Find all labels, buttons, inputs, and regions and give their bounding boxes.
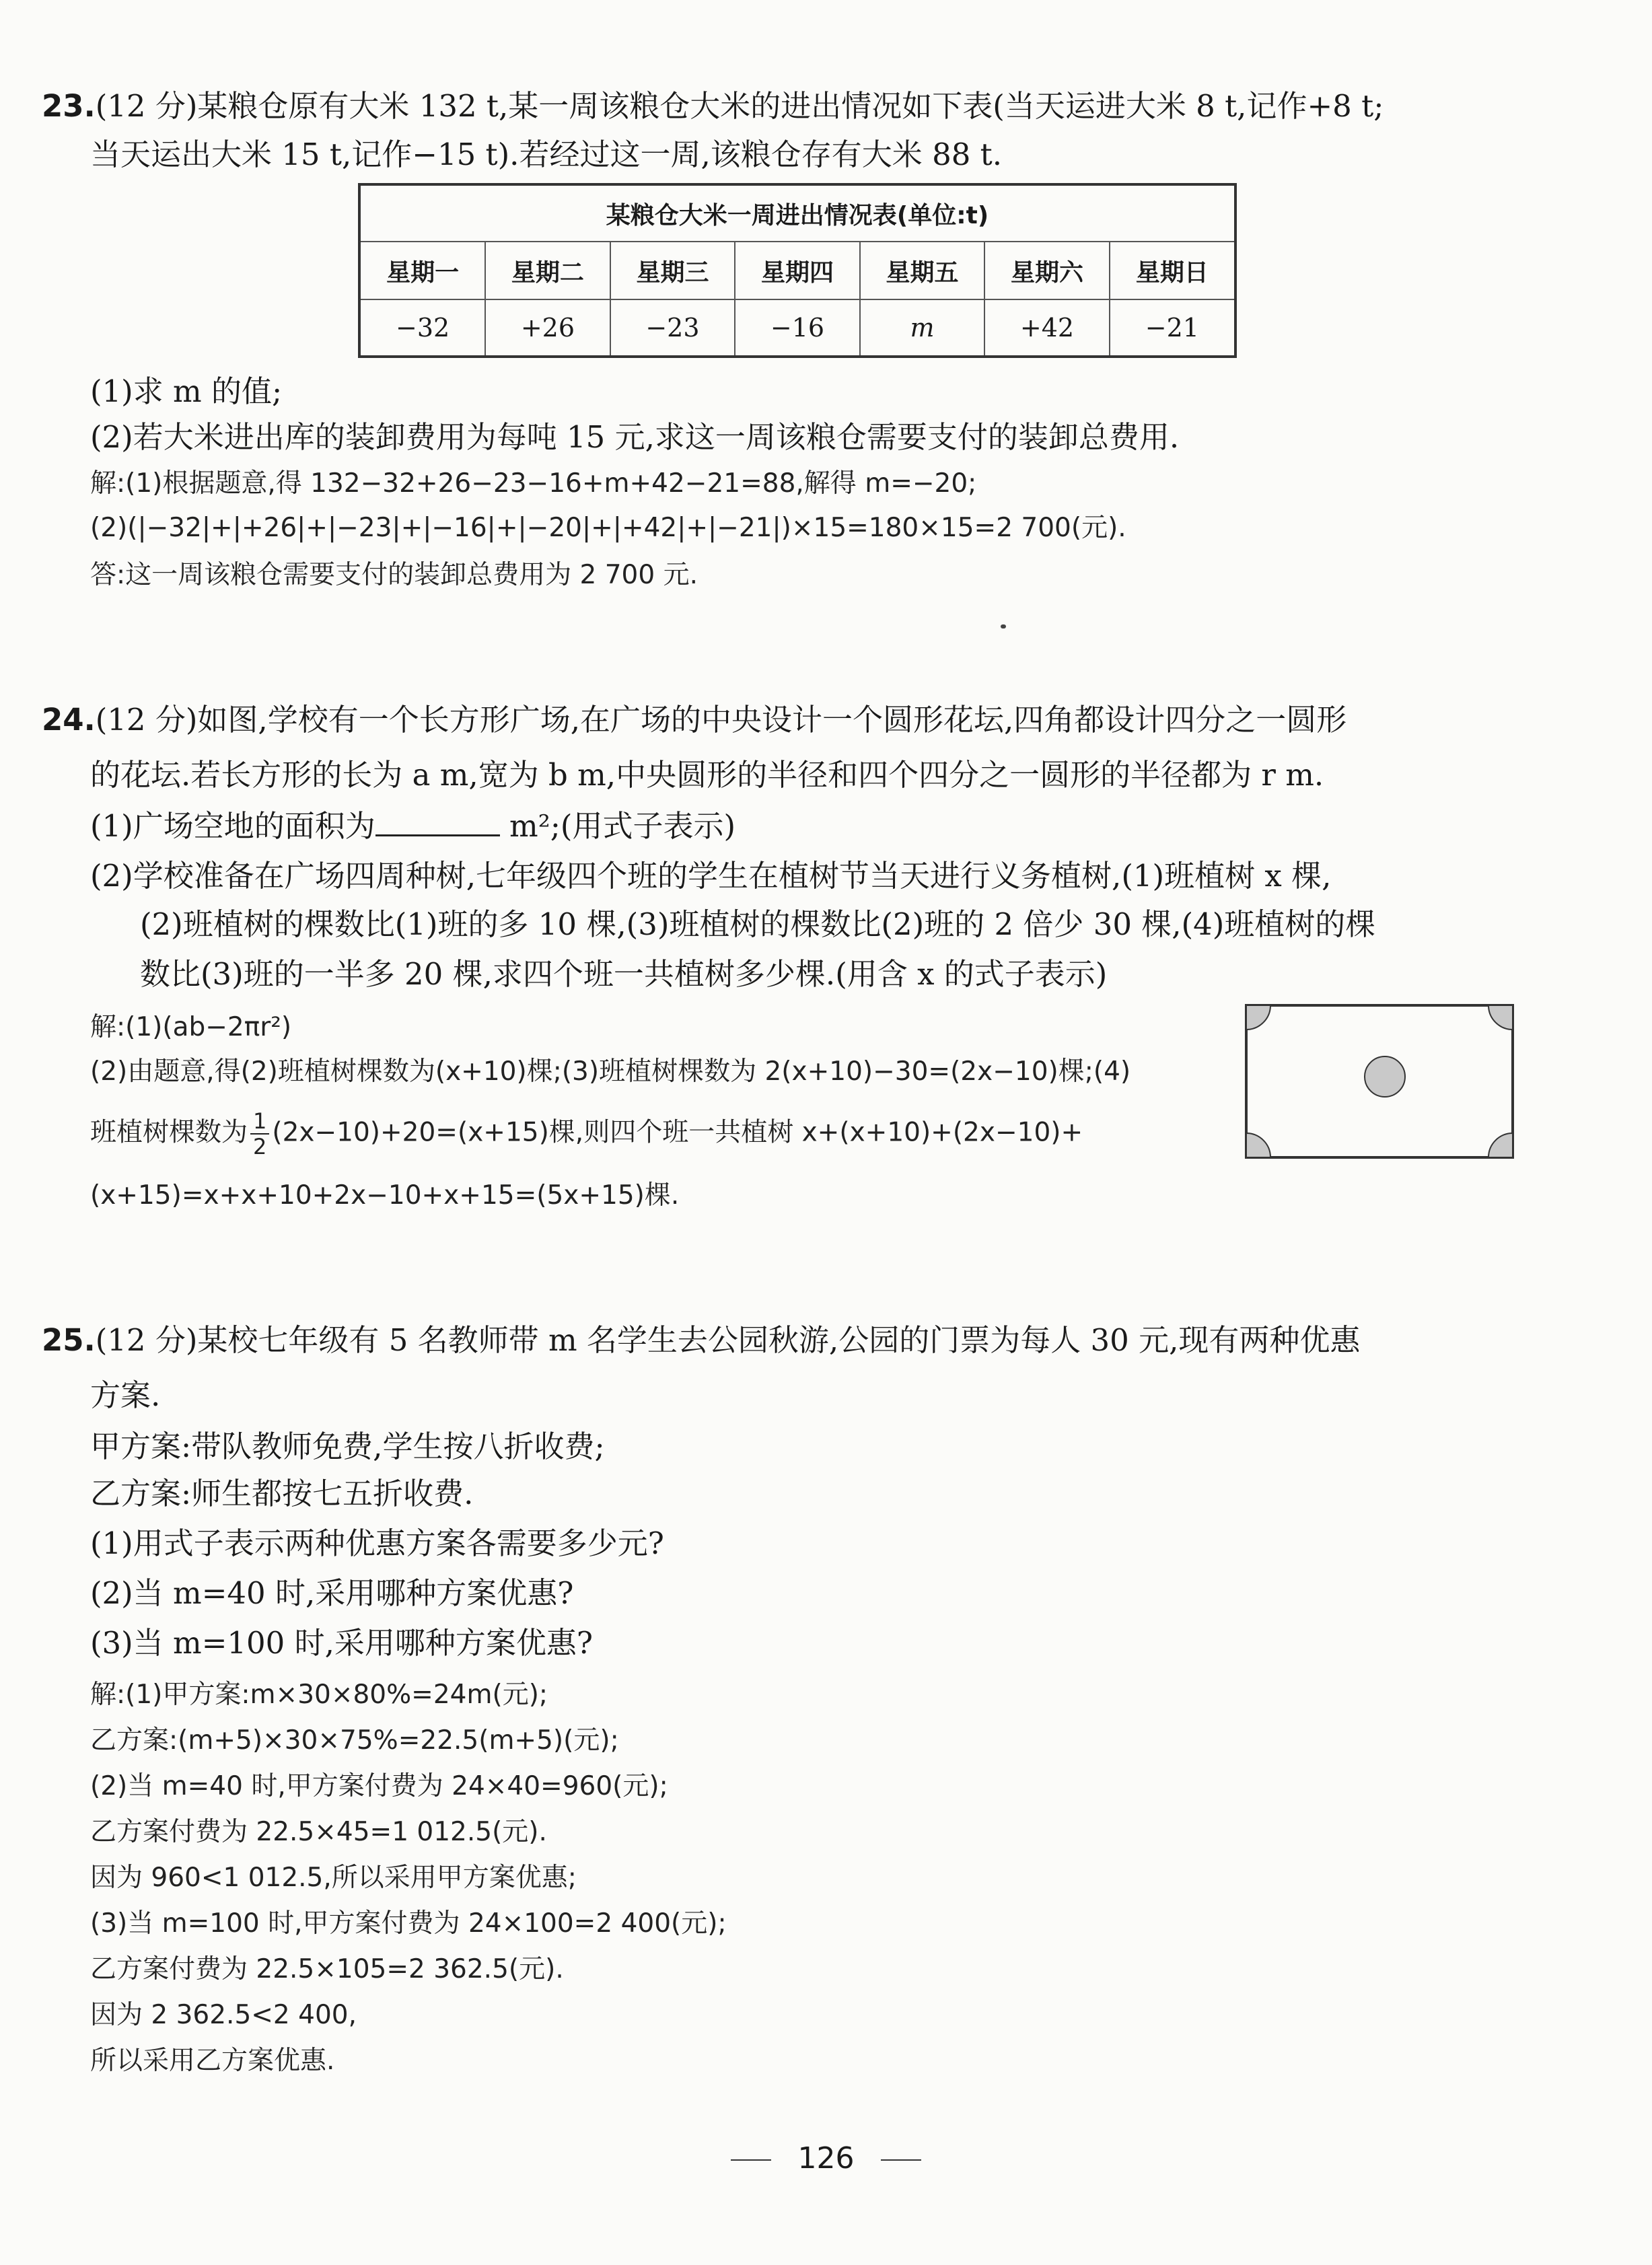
q25-plan-a: 甲方案:带队教师免费,学生按八折收费; bbox=[90, 1429, 605, 1464]
q24-solution-3: 班植树棵数为 $\frac{1}{2}$ (2x−10)+20=(x+15)棵,则四个班一共植树 x+(x+10)+(2x−10)+ bbox=[90, 1108, 1083, 1159]
q24-number: 24. bbox=[42, 702, 96, 738]
table-header-cell: 星期四 bbox=[735, 242, 860, 299]
answer-blank bbox=[375, 805, 500, 836]
q23-number: 23. bbox=[42, 88, 96, 124]
table-caption: 某粮仓大米一周进出情况表(单位:t) bbox=[359, 184, 1235, 242]
fraction-half: $\frac{1}{2}$ bbox=[250, 1109, 269, 1159]
quarter-circle-top-right bbox=[1488, 1005, 1513, 1030]
q24-line2: 的花坛.若长方形的长为 a m,宽为 b m,中央圆形的半径和四个四分之一圆形的半径都为 r m. bbox=[90, 757, 1324, 793]
q23-line2: 当天运出大米 15 t,记作−15 t).若经过这一周,该粮仓存有大米 88 t. bbox=[90, 137, 1003, 172]
table-value-cell: −21 bbox=[1110, 299, 1235, 357]
q25-solution-line: 乙方案付费为 22.5×45=1 012.5(元). bbox=[90, 1817, 547, 1847]
table-value-cell: +42 bbox=[984, 299, 1110, 357]
q23-solution-2: (2)(|−32|+|+26|+|−23|+|−16|+|−20|+|+42|+|−21|)×15=180×15=2 700(元). bbox=[90, 513, 1126, 543]
table-header-cell: 星期五 bbox=[860, 242, 985, 299]
q25-solution-line: 因为 2 362.5<2 400, bbox=[90, 2000, 357, 2030]
table-value-cell: −23 bbox=[610, 299, 735, 357]
q25-line2: 方案. bbox=[90, 1377, 161, 1413]
q24-part2-line3: 数比(3)班的一半多 20 棵,求四个班一共植树多少棵.(用含 x 的式子表示) bbox=[140, 956, 1108, 992]
table-header-cell: 星期一 bbox=[359, 242, 485, 299]
q24-line1: 24.(12 分)如图,学校有一个长方形广场,在广场的中央设计一个圆形花坛,四角都设计四分之一圆形 bbox=[42, 702, 1347, 738]
q25-solution-line: (3)当 m=100 时,甲方案付费为 24×100=2 400(元); bbox=[90, 1908, 727, 1939]
table-value-cell: +26 bbox=[485, 299, 610, 357]
quarter-circle-bottom-right bbox=[1488, 1133, 1513, 1157]
table-header-cell: 星期六 bbox=[984, 242, 1110, 299]
table-value-cell: −32 bbox=[359, 299, 485, 357]
q24-part2-line1: (2)学校准备在广场四周种树,七年级四个班的学生在植树节当天进行义务植树,(1)班植树 x 棵, bbox=[90, 858, 1332, 894]
page-number: 126 bbox=[797, 2141, 855, 2176]
table-value-cell: −16 bbox=[735, 299, 860, 357]
q23-part2: (2)若大米进出库的装卸费用为每吨 15 元,求这一周该粮仓需要支付的装卸总费用. bbox=[90, 419, 1180, 455]
q25-line1: 25.(12 分)某校七年级有 5 名教师带 m 名学生去公园秋游,公园的门票为每人 30 元,现有两种优惠 bbox=[42, 1322, 1361, 1358]
plaza-diagram bbox=[1245, 1004, 1514, 1159]
q24-solution-1: 解:(1)(ab−2πr²) bbox=[90, 1012, 292, 1042]
q25-part2: (2)当 m=40 时,采用哪种方案优惠? bbox=[90, 1575, 574, 1611]
q24-part1: (1)广场空地的面积为 m²;(用式子表示) bbox=[90, 805, 735, 847]
q25-plan-b: 乙方案:师生都按七五折收费. bbox=[90, 1476, 474, 1511]
q25-solution-line: (2)当 m=40 时,甲方案付费为 24×40=960(元); bbox=[90, 1771, 668, 1801]
speck bbox=[1001, 624, 1006, 628]
q25-solution-line: 因为 960<1 012.5,所以采用甲方案优惠; bbox=[90, 1863, 577, 1893]
q24-part2-line2: (2)班植树的棵数比(1)班的多 10 棵,(3)班植树的棵数比(2)班的 2 倍少 30 棵,(4)班植树的棵 bbox=[140, 906, 1376, 942]
q23-solution-1: 解:(1)根据题意,得 132−32+26−23−16+m+42−21=88,解得 m=−20; bbox=[90, 468, 977, 499]
q25-solution-line: 乙方案付费为 22.5×105=2 362.5(元). bbox=[90, 1954, 564, 1984]
table-header-cell: 星期二 bbox=[485, 242, 610, 299]
q25-solution-line: 解:(1)甲方案:m×30×80%=24m(元); bbox=[90, 1680, 548, 1710]
rice-table bbox=[358, 183, 1237, 358]
q25-number: 25. bbox=[42, 1322, 96, 1358]
q25-solution-line: 所以采用乙方案优惠. bbox=[90, 2046, 335, 2076]
page-number-footer bbox=[0, 2141, 1652, 2176]
table-header-cell: 星期日 bbox=[1110, 242, 1235, 299]
quarter-circle-bottom-left bbox=[1246, 1133, 1270, 1157]
q25-part1: (1)用式子表示两种优惠方案各需要多少元? bbox=[90, 1525, 664, 1561]
central-circle bbox=[1365, 1056, 1405, 1097]
q24-solution-4: (x+15)=x+x+10+2x−10+x+15=(5x+15)棵. bbox=[90, 1180, 680, 1211]
q23-solution-3: 答:这一周该粮仓需要支付的装卸总费用为 2 700 元. bbox=[90, 560, 698, 590]
q25-part3: (3)当 m=100 时,采用哪种方案优惠? bbox=[90, 1625, 594, 1661]
table-header-cell: 星期三 bbox=[610, 242, 735, 299]
q24-solution-2: (2)由题意,得(2)班植树棵数为(x+10)棵;(3)班植树棵数为 2(x+10)−30=(2x−10)棵;(4) bbox=[90, 1056, 1131, 1087]
q25-solution-line: 乙方案:(m+5)×30×75%=22.5(m+5)(元); bbox=[90, 1725, 619, 1756]
quarter-circle-top-left bbox=[1246, 1005, 1270, 1030]
q23-line1: 23.(12 分)某粮仓原有大米 132 t,某一周该粮仓大米的进出情况如下表(当天运进大米 8 t,记作+8 t; bbox=[42, 88, 1384, 124]
q23-part1: (1)求 m 的值; bbox=[90, 373, 283, 409]
table-value-cell: m bbox=[860, 299, 985, 357]
square-plaza-figure bbox=[1245, 1004, 1514, 1161]
